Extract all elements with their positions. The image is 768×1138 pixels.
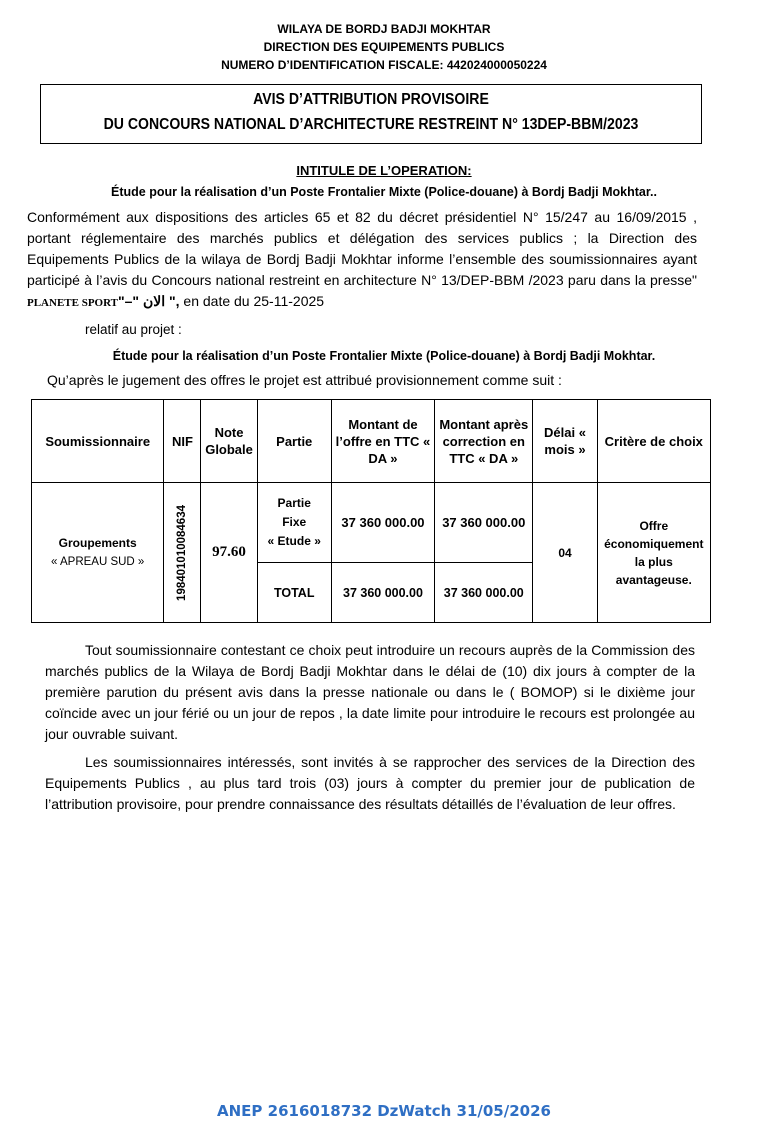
publication-date: en date du 25-11-2025 [183,293,325,309]
soumissionnaire-name: Groupements [58,535,137,550]
header-nif: NIF [164,400,201,483]
critere-cell [597,483,710,623]
header-montant-correction: Montant après correction en TTC « DA » [435,400,533,483]
critere-line2: économiquement [604,536,704,551]
nif-line: NUMERO D’IDENTIFICATION FISCALE: 442024000050224 [221,58,547,72]
table-row [32,483,711,563]
note-cell [201,483,257,623]
relatif-label: relatif au projet : [85,322,182,337]
delai-cell: 04 [533,483,597,623]
notice-title-line2: DU CONCOURS NATIONAL D’ARCHITECTURE RESTREINT N° 13DEP-BBM/2023 [103,116,639,133]
partie-line2: Fixe [282,515,307,529]
wilaya-line: WILAYA DE BORDJ BADJI MOKHTAR [277,22,491,36]
anep-footer: ANEP 2616018732 DzWatch 31/05/2026 [217,1102,551,1120]
header-montant-offre: Montant de l’offre en TTC « DA » [331,400,434,483]
note-value: 97.60 [212,544,246,560]
total-offre: 37 360 000.00 [331,563,434,623]
press-name-2: الان [142,293,166,309]
table-header-row [32,400,711,483]
nif-value: 198401010084634 [176,504,189,601]
press-separator: "–" [118,293,140,309]
header-delai: Délai « mois » [533,400,597,483]
partie-line3: « Etude » [267,534,321,548]
critere-line4: avantageuse. [615,572,692,587]
soumissionnaire-sub: « APREAU SUD » [51,555,145,568]
notice-title-box [40,84,702,144]
intro-paragraph [27,207,697,314]
total-correction: 37 360 000.00 [435,563,533,623]
issuer-header [0,20,768,74]
partie-line1: Partie [277,496,311,510]
montant-offre-cell: 37 360 000.00 [331,483,434,563]
header-critere: Critère de choix [597,400,710,483]
total-label: TOTAL [257,563,331,623]
montant-correction-cell: 37 360 000.00 [435,483,533,563]
press-close: ", [169,293,180,309]
header-note: Note Globale [201,400,257,483]
operation-title-repeat: Étude pour la réalisation d’un Poste Frontalier Mixte (Police-douane) à Bordj Badji Mokhtar. [112,349,656,363]
critere-line1: Offre [639,518,669,533]
attribution-table [31,399,711,623]
recours-text: Tout soumissionnaire contestant ce choix peut introduire un recours auprès de la Commission des marchés publics de la Wilaya de Bordj Badji Mokhtar dans le délai de (10) dix jours à compter de la première parution du présent avis dans la presse nationale ou dans le ( BOMOP) si le dixième jour coïncide avec un jour férié ou un jour de repos , la date limite pour introduire le recours est prolongée au jour ouvrable suivant. [45,642,695,742]
nif-cell [164,483,201,623]
intro-text: Conformément aux dispositions des articles 65 et 82 du décret présidentiel N° 15/247 au 16/09/2015 , portant réglementaire des marchés publics et délégation des services publics ; la Direction des Equipements Publics de la wilaya de Bordj Badji Mokhtar informe l’ensemble des soumissionnaires ayant participé à l’avis du Concours national restreint en architecture N° 13/DEP-BBM /2023 paru dans la presse" [27,209,697,288]
recours-paragraph [45,640,695,745]
invitation-paragraph [45,752,695,815]
header-partie: Partie [257,400,331,483]
operation-heading: INTITULE DE L’OPERATION: [296,163,472,178]
press-name-1: PLANETE SPORT [27,297,118,309]
partie-cell [257,483,331,563]
critere-line3: la plus [634,554,673,569]
notice-title-line1: AVIS D’ATTRIBUTION PROVISOIRE [253,91,489,108]
invitation-text: Les soumissionnaires intéressés, sont invités à se rapprocher des services de la Direction des Equipements Publics , au plus tard trois (03) jours à compter du premier jour de publication de l’attribution provisoire, pour prendre connaissance des résultats détaillés de l’évaluation de leur offres. [45,754,695,812]
soumissionnaire-cell [32,483,164,623]
attribution-intro: Qu’après le jugement des offres le projet est attribué provisionnement comme suit : [47,372,562,388]
direction-line: DIRECTION DES EQUIPEMENTS PUBLICS [263,40,505,54]
header-soumissionnaire: Soumissionnaire [32,400,164,483]
operation-title: Étude pour la réalisation d’un Poste Frontalier Mixte (Police-douane) à Bordj Badji Mokhtar.. [111,185,657,199]
